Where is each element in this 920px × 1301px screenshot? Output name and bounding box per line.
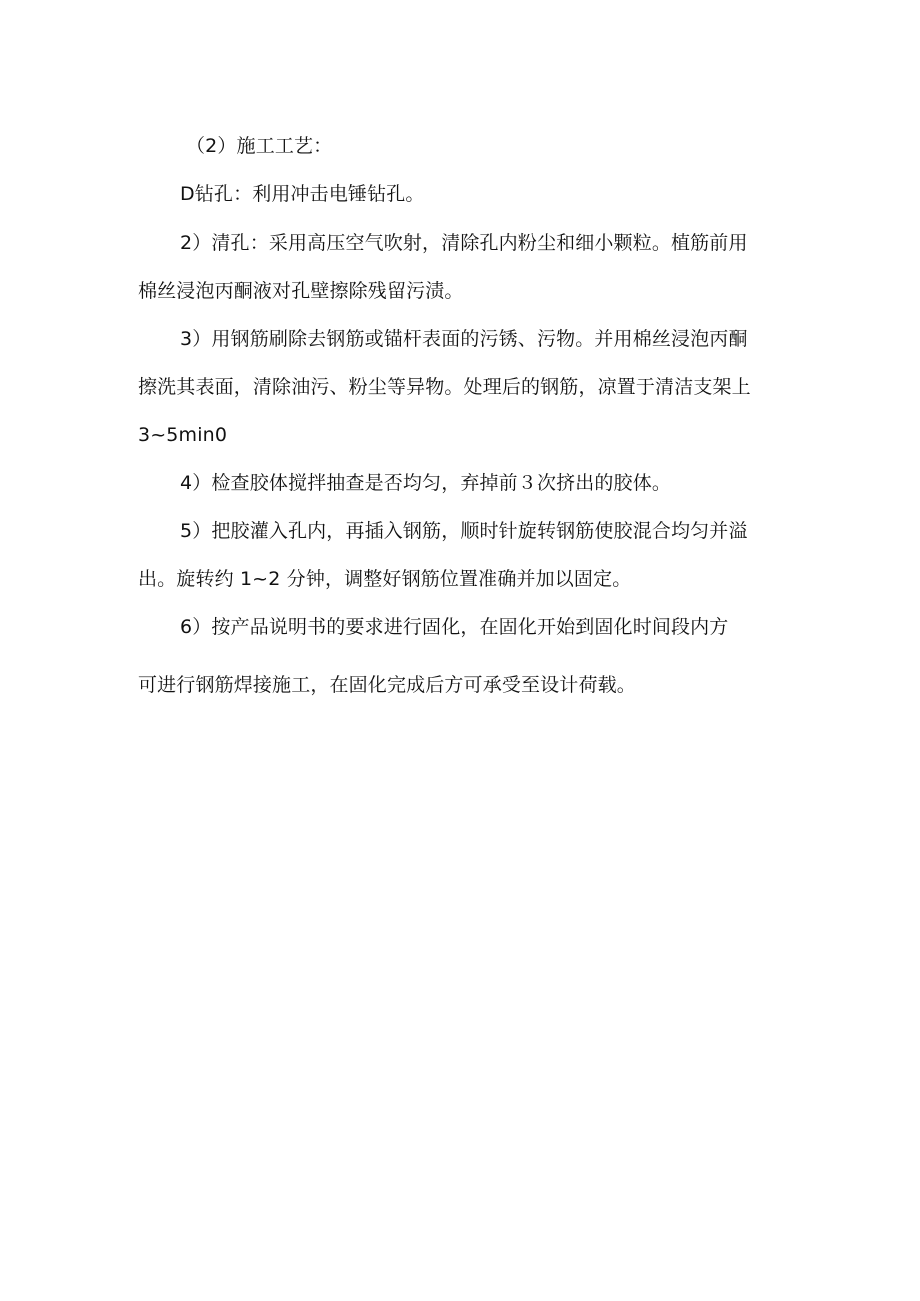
step-3-line-1: 3）用钢筋刷除去钢筋或锚杆表面的污锈、污物。并用棉丝浸泡丙酮 <box>180 328 748 350</box>
step-4-line-1: 4）检查胶体搅拌抽查是否均匀，弃掉前３次挤出的胶体。 <box>180 472 671 494</box>
step-5-line-2: 出。旋转约 1~2 分钟，调整好钢筋位置准确并加以固定。 <box>138 568 632 590</box>
step-6-line-1: 6）按产品说明书的要求进行固化，在固化开始到固化时间段内方 <box>180 616 729 638</box>
step-3-line-2: 擦洗其表面，清除油污、粉尘等异物。处理后的钢筋，凉置于清洁支架上 <box>138 376 751 398</box>
section-heading: （2）施工工艺： <box>186 135 333 157</box>
step-2-line-1: 2）清孔：采用高压空气吹射，清除孔内粉尘和细小颗粒。植筋前用 <box>180 232 748 254</box>
step-5-line-1: 5）把胶灌入孔内，再插入钢筋，顺时针旋转钢筋使胶混合均匀并溢 <box>180 520 748 542</box>
step-2-line-2: 棉丝浸泡丙酮液对孔壁擦除残留污渍。 <box>138 280 464 302</box>
step-6-line-2: 可进行钢筋焊接施工，在固化完成后方可承受至设计荷载。 <box>138 674 636 696</box>
step-1-line-1: D钻孔：利用冲击电锤钻孔。 <box>180 183 425 205</box>
step-3-line-3: 3~5min0 <box>138 424 228 446</box>
